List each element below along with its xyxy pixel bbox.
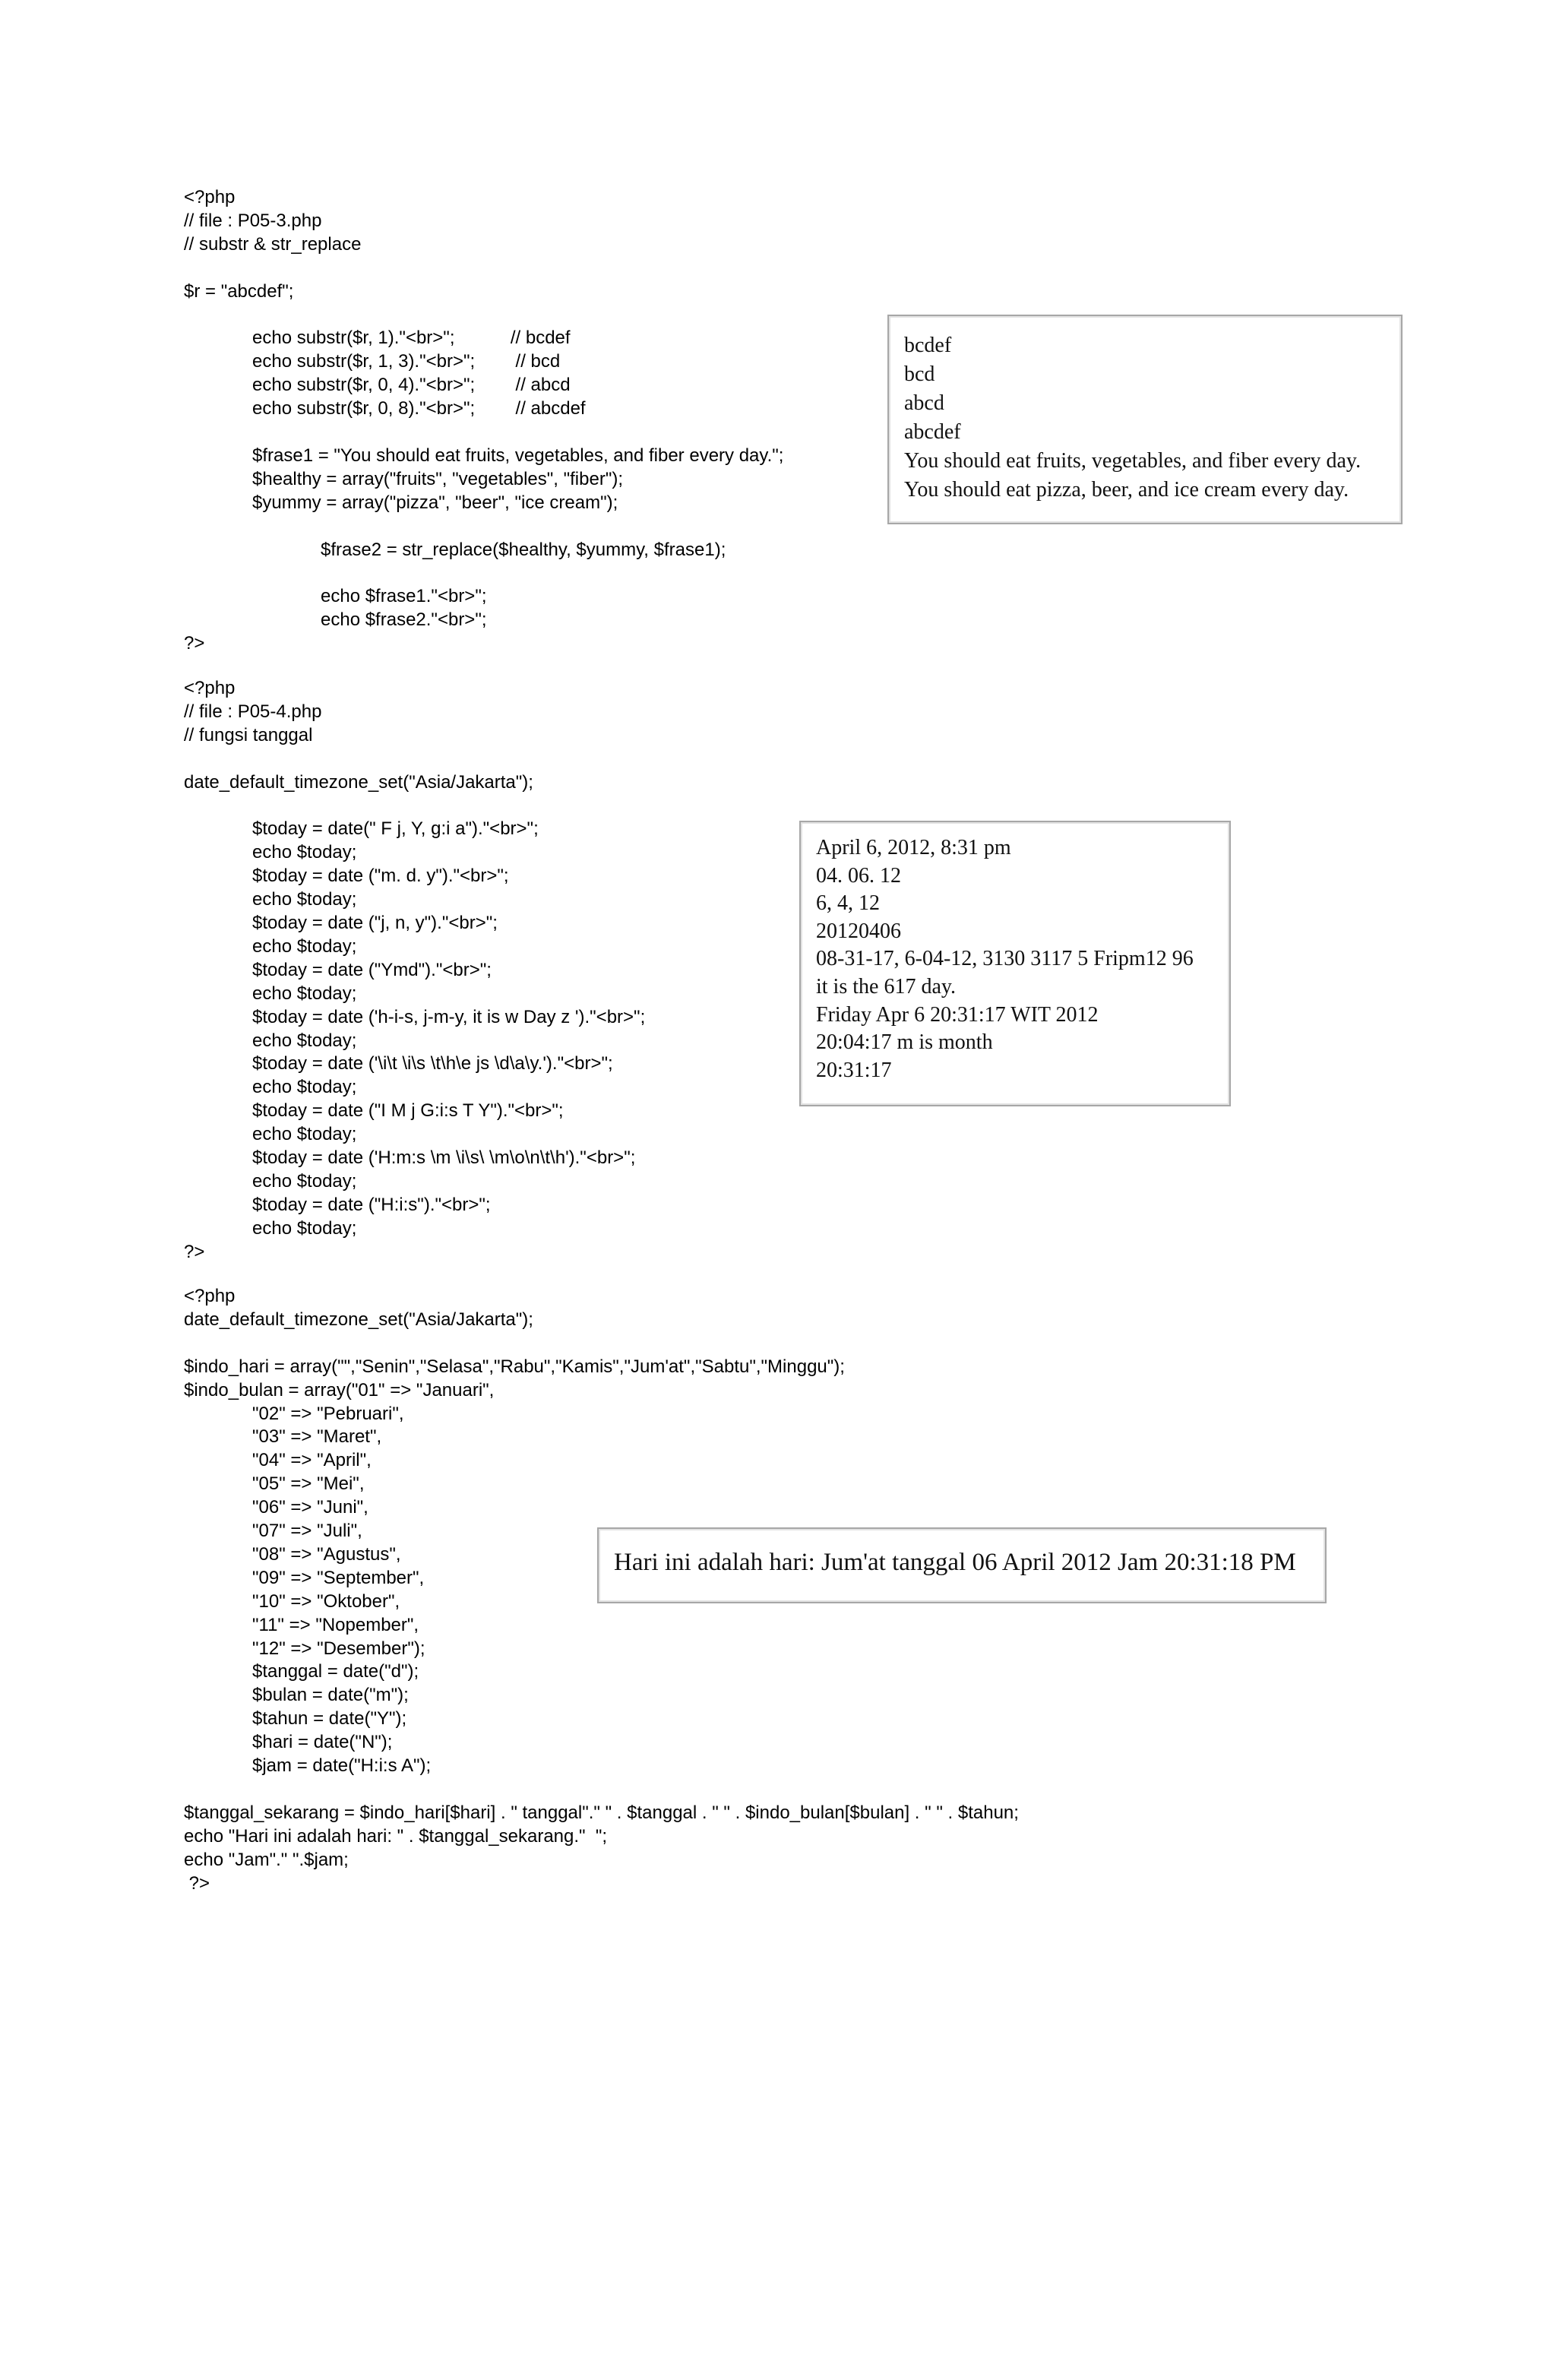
output-line: Hari ini adalah hari: Jum'at tanggal 06 April 2012 Jam 20:31:18 PM	[614, 1549, 1296, 1576]
code-line: $today = date ("H:i:s")."<br>";	[252, 1194, 491, 1215]
output-screenshot-date	[799, 821, 1231, 1106]
code-line: "06" => "Juni",	[252, 1497, 368, 1518]
code-line: "08" => "Agustus",	[252, 1543, 401, 1565]
code-line: echo $today;	[252, 1124, 357, 1145]
code-line: echo substr($r, 1)."<br>"; // bcdef	[252, 328, 571, 349]
code-line: ?>	[184, 633, 205, 654]
output-line: You should eat pizza, beer, and ice cream every day.	[904, 478, 1349, 502]
output-screenshot-substr	[887, 315, 1403, 524]
code-line: $indo_hari = array("","Senin","Selasa","Rabu","Kamis","Jum'at","Sabtu","Minggu");	[184, 1356, 845, 1377]
output-line: bcd	[904, 362, 935, 386]
output-line: 08-31-17, 6-04-12, 3130 3117 5 Fripm12 96	[816, 947, 1194, 971]
code-line: $frase1 = "You should eat fruits, vegetables, and fiber every day.";	[252, 445, 784, 466]
code-line: echo substr($r, 0, 8)."<br>"; // abcdef	[252, 398, 586, 419]
code-line: $today = date ('\i\t \i\s \t\h\e js \d\a\y.')."<br>";	[252, 1053, 613, 1074]
code-line: "02" => "Pebruari",	[252, 1403, 404, 1424]
code-line: echo $today;	[252, 983, 357, 1004]
output-lines	[816, 834, 1229, 1084]
code-line: $hari = date("N");	[252, 1732, 393, 1753]
code-line: "04" => "April",	[252, 1450, 372, 1471]
code-line: <?php	[184, 187, 236, 207]
code-line: echo $today;	[252, 1030, 357, 1051]
output-line: Friday Apr 6 20:31:17 WIT 2012	[816, 1002, 1099, 1027]
code-line: // file : P05-4.php	[184, 701, 322, 722]
code-line: $indo_bulan = array("01" => "Januari",	[184, 1379, 495, 1400]
code-line: echo "Jam"." ".$jam;	[184, 1849, 349, 1870]
code-line: echo substr($r, 0, 4)."<br>"; // abcd	[252, 375, 571, 396]
code-line: "12" => "Desember");	[252, 1638, 425, 1659]
output-line: 20:04:17 m is month	[816, 1030, 993, 1055]
code-line: $today = date ('H:m:s \m \i\s\ \m\o\n\t\h')."<br>";	[252, 1147, 636, 1168]
code-line: echo $frase1."<br>";	[321, 586, 487, 607]
output-line: 20120406	[816, 919, 901, 943]
code-line: $tahun = date("Y");	[252, 1708, 407, 1730]
code-line: echo "Hari ini adalah hari: " . $tanggal_sekarang." ";	[184, 1825, 608, 1847]
code-line: echo $frase2."<br>";	[321, 609, 487, 631]
code-line: "10" => "Oktober",	[252, 1590, 400, 1612]
code-line: echo $today;	[252, 889, 357, 910]
code-line: // substr & str_replace	[184, 233, 362, 255]
code-line: // fungsi tanggal	[184, 724, 313, 745]
code-line: echo $today;	[252, 842, 357, 863]
code-line: $tanggal_sekarang = $indo_hari[$hari] . " tanggal"." " . $tanggal . " " . $indo_bulan[$bulan] . " " . $tahun;	[184, 1802, 1019, 1823]
code-line: $today = date ("j, n, y")."<br>";	[252, 913, 498, 933]
code-line: $today = date ("I M j G:i:s T Y")."<br>";	[252, 1100, 564, 1122]
output-line: bcdef	[904, 334, 952, 357]
output-line: 04. 06. 12	[816, 863, 901, 888]
code-line: $frase2 = str_replace($healthy, $yummy, $frase1);	[321, 539, 726, 560]
output-line: 20:31:17	[816, 1058, 892, 1082]
code-line: $yummy = array("pizza", "beer", "ice cream");	[252, 492, 618, 513]
code-line: echo $today;	[252, 935, 357, 957]
code-line: "07" => "Juli",	[252, 1521, 362, 1541]
code-line: $today = date ('h-i-s, j-m-y, it is w Day z ')."<br>";	[252, 1006, 646, 1027]
code-line: ?>	[184, 1241, 205, 1262]
code-line: "03" => "Maret",	[252, 1426, 382, 1448]
code-line: ?>	[184, 1872, 210, 1894]
code-line: $today = date ("m. d. y")."<br>";	[252, 866, 509, 887]
code-line: $r = "abcdef";	[184, 280, 294, 302]
code-line: $bulan = date("m");	[252, 1685, 409, 1706]
code-line: $tanggal = date("d");	[252, 1661, 419, 1682]
output-line: it is the 617 day.	[816, 974, 957, 999]
code-line: echo substr($r, 1, 3)."<br>"; // bcd	[252, 351, 561, 372]
output-line: 6, 4, 12	[816, 891, 880, 916]
code-line: $today = date ("Ymd")."<br>";	[252, 959, 492, 980]
code-line: "09" => "September",	[252, 1567, 425, 1588]
code-line: date_default_timezone_set("Asia/Jakarta");	[184, 1309, 533, 1330]
code-line: // file : P05-3.php	[184, 210, 322, 231]
code-line: "11" => "Nopember",	[252, 1614, 419, 1635]
code-line: $healthy = array("fruits", "vegetables", "fiber");	[252, 468, 623, 489]
code-line: echo $today;	[252, 1217, 357, 1239]
code-line: $today = date(" F j, Y, g:i a")."<br>";	[252, 818, 539, 840]
output-line: You should eat fruits, vegetables, and fiber every day.	[904, 449, 1362, 473]
output-line: April 6, 2012, 8:31 pm	[816, 836, 1011, 859]
output-lines	[904, 331, 1401, 505]
code-line: date_default_timezone_set("Asia/Jakarta");	[184, 771, 533, 793]
output-line: abcdef	[904, 420, 961, 444]
code-line: <?php	[184, 678, 236, 698]
code-line: "05" => "Mei",	[252, 1473, 365, 1495]
output-lines	[614, 1547, 1325, 1578]
code-line: $jam = date("H:i:s A");	[252, 1755, 432, 1776]
code-line: echo $today;	[252, 1170, 357, 1192]
code-line: echo $today;	[252, 1077, 357, 1098]
code-line: <?php	[184, 1286, 236, 1306]
output-line: abcd	[904, 391, 944, 415]
output-screenshot-hari	[597, 1527, 1327, 1603]
